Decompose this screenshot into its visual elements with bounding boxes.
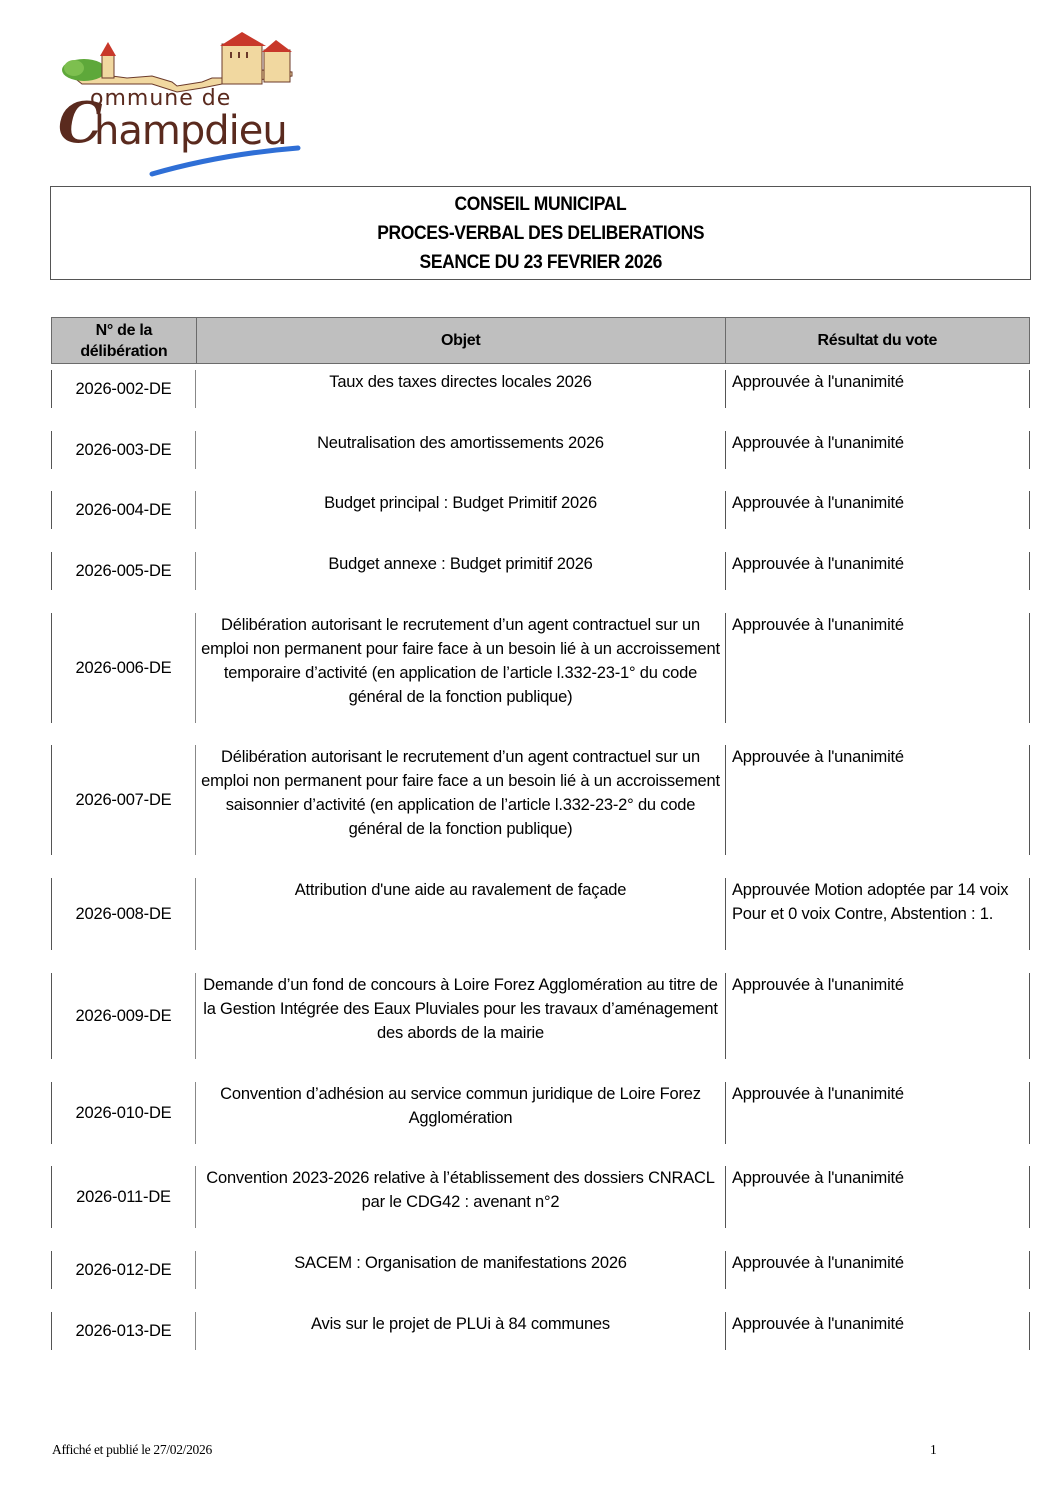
deliberation-objet: Budget annexe : Budget primitif 2026 [196,552,726,590]
logo-line1: ommune de [90,86,232,111]
deliberation-number: 2026-012-DE [51,1251,196,1289]
deliberation-objet: Attribution d'une aide au ravalement de façade [196,878,726,950]
deliberation-objet: Délibération autorisant le recrutement d’un agent contractuel sur un emploi non permanent pour faire face à un besoin lié à un accroissement temporaire d’activité (en application de l’article l.332-23-1° du code général de la fonction publique) [196,613,726,723]
table-row [51,1166,1030,1228]
table-row [51,1082,1030,1144]
title-box [50,186,1031,280]
logo-line2: hampdieu [94,108,287,154]
deliberation-objet: Convention 2023-2026 relative à l’établissement des dossiers CNRACL par le CDG42 : avenant n°2 [196,1166,726,1228]
table-row [51,431,1030,469]
table-header [51,317,1030,364]
vote-result: Approuvée à l'unanimité [726,1251,1030,1289]
deliberation-number: 2026-005-DE [51,552,196,590]
title-session-date: SEANCE DU 23 FEVRIER 2026 [419,251,662,273]
deliberation-objet: Neutralisation des amortissements 2026 [196,431,726,469]
vote-result: Approuvée à l'unanimité [726,973,1030,1059]
vote-result: Approuvée à l'unanimité [726,431,1030,469]
table-row [51,745,1030,855]
vote-result: Approuvée à l'unanimité [726,745,1030,855]
deliberation-objet: Taux des taxes directes locales 2026 [196,370,726,408]
logo-text [58,84,298,154]
table-row [51,973,1030,1059]
column-header-result: Résultat du vote [817,332,938,349]
table-row [51,491,1030,529]
deliberation-objet: Délibération autorisant le recrutement d’un agent contractuel sur un emploi non permanent pour faire face a un besoin lié à un accroissement saisonnier d’activité (en application de l’article l.332-23-2° du code général de la fonction publique) [196,745,726,855]
vote-result: Approuvée à l'unanimité [726,370,1030,408]
table-row [51,878,1030,950]
vote-result: Approuvée à l'unanimité [726,491,1030,529]
deliberation-number: 2026-006-DE [51,613,196,723]
deliberation-number: 2026-011-DE [51,1166,196,1228]
deliberation-number: 2026-002-DE [51,370,196,408]
page-number: 1 [930,1442,937,1457]
deliberations-table [51,317,1030,1350]
logo-initial: C [58,90,103,156]
table-row [51,370,1030,408]
vote-result: Approuvée à l'unanimité [726,1166,1030,1228]
title-proces-verbal: PROCES-VERBAL DES DELIBERATIONS [377,222,704,244]
deliberation-number: 2026-004-DE [51,491,196,529]
vote-result: Approuvée à l'unanimité [726,552,1030,590]
table-body [51,370,1030,1350]
deliberation-number: 2026-013-DE [51,1312,196,1350]
deliberation-objet: Convention d’adhésion au service commun juridique de Loire Forez Agglomération [196,1082,726,1144]
commune-logo [52,26,302,178]
deliberation-number: 2026-008-DE [51,878,196,950]
title-council: CONSEIL MUNICIPAL [454,193,627,215]
deliberation-objet: Demande d’un fond de concours à Loire Forez Agglomération au titre de la Gestion Intégrée des Eaux Pluviales pour les travaux d’aménagement des abords de la mairie [196,973,726,1059]
deliberation-objet: SACEM : Organisation de manifestations 2026 [196,1251,726,1289]
table-row [51,1251,1030,1289]
table-row [51,1312,1030,1350]
publication-date: Affiché et publié le 27/02/2026 [52,1442,212,1457]
vote-result: Approuvée à l'unanimité [726,613,1030,723]
deliberation-objet: Budget principal : Budget Primitif 2026 [196,491,726,529]
table-row [51,552,1030,590]
deliberation-number: 2026-010-DE [51,1082,196,1144]
vote-result: Approuvée à l'unanimité [726,1082,1030,1144]
vote-result: Approuvée à l'unanimité [726,1312,1030,1350]
vote-result: Approuvée Motion adoptée par 14 voix Pour et 0 voix Contre, Abstention : 1. [726,878,1030,950]
deliberation-number: 2026-007-DE [51,745,196,855]
deliberation-number: 2026-009-DE [51,973,196,1059]
deliberation-number: 2026-003-DE [51,431,196,469]
table-row [51,613,1030,723]
deliberation-objet: Avis sur le projet de PLUi à 84 communes [196,1312,726,1350]
column-header-number: N° de la délibération [52,318,197,363]
column-header-objet: Objet [197,318,726,363]
